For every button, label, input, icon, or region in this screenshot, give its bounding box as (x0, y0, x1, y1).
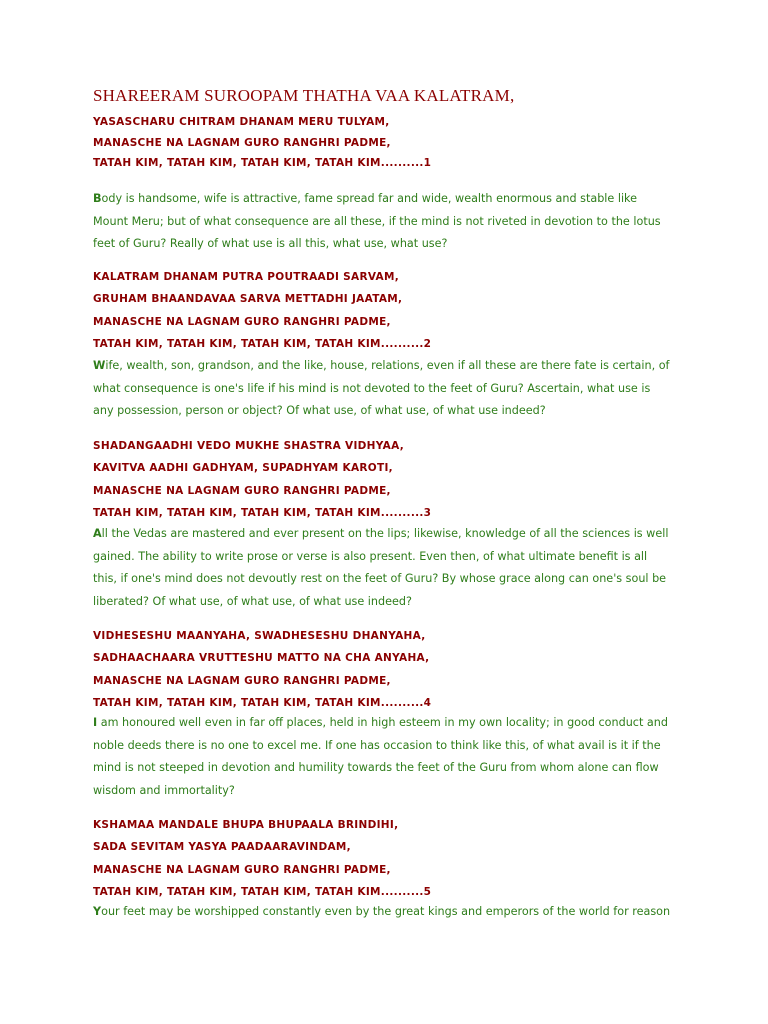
verse-5-text: our feet may be worshipped constantly even by the great kings and emperors of the world for reason (101, 905, 671, 918)
verse-4-line-4: TATAH KIM, TATAH KIM, TATAH KIM, TATAH KIM..........4 (93, 697, 432, 709)
verse-4-line-3: MANASCHE NA LAGNAM GURO RANGHRI PADME, (93, 675, 391, 687)
verse-1-translation (93, 188, 673, 256)
verse-4-line-2: SADHAACHAARA VRUTTESHU MATTO NA CHA ANYAHA, (93, 652, 430, 664)
verse-5-line-3: MANASCHE NA LAGNAM GURO RANGHRI PADME, (93, 864, 391, 876)
verse-5-initial: Y (93, 905, 102, 918)
verse-2-line-4: TATAH KIM, TATAH KIM, TATAH KIM, TATAH KIM..........2 (93, 338, 432, 350)
verse-4-initial: I (93, 716, 98, 729)
verse-4-translation (93, 712, 673, 803)
verse-2-initial: W (93, 359, 106, 372)
verse-3-line-3: MANASCHE NA LAGNAM GURO RANGHRI PADME, (93, 485, 391, 497)
verse-3-initial: A (93, 527, 102, 540)
verse-5-translation (93, 901, 703, 924)
verse-3-translation (93, 523, 673, 614)
verse-1-line-1: YASASCHARU CHITRAM DHANAM MERU TULYAM, (93, 116, 390, 128)
verse-2-line-1: KALATRAM DHANAM PUTRA POUTRAADI SARVAM, (93, 271, 400, 283)
verse-1-text: ody is handsome, wife is attractive, fame spread far and wide, wealth enormous and stable like Mount Meru; but of what consequence are all these, if the mind is not riveted in devotion to the lotus feet of Guru? Really of what use is all this, what use, what use? (93, 192, 661, 251)
verse-2-line-2: GRUHAM BHAANDAVAA SARVA METTADHI JAATAM, (93, 293, 403, 305)
verse-3-line-2: KAVITVA AADHI GADHYAM, SUPADHYAM KAROTI, (93, 462, 393, 474)
verse-2-line-3: MANASCHE NA LAGNAM GURO RANGHRI PADME, (93, 316, 391, 328)
verse-1-line-2: MANASCHE NA LAGNAM GURO RANGHRI PADME, (93, 137, 391, 149)
verse-3-line-1: SHADANGAADHI VEDO MUKHE SHASTRA VIDHYAA, (93, 440, 405, 452)
verse-5-line-2: SADA SEVITAM YASYA PAADAARAVINDAM, (93, 841, 351, 853)
verse-4-text: am honoured well even in far off places, held in high esteem in my own locality; in good conduct and noble deeds there is no one to excel me. If one has occasion to think like this, of what avail is it if the mind is not steeped in devotion and humility towards the feet of the Guru from whom alone can flow wisdom and immortality? (93, 716, 668, 798)
verse-3-line-4: TATAH KIM, TATAH KIM, TATAH KIM, TATAH KIM..........3 (93, 507, 432, 519)
verse-3-text: ll the Vedas are mastered and ever present on the lips; likewise, knowledge of all the sciences is well gained. The ability to write prose or verse is also present. Even then, of what ultimate benefit is all this, if one's mind does not devoutly rest on the feet of Guru? By whose grace along can one's soul be liberated? Of what use, of what use, of what use indeed? (93, 527, 669, 609)
verse-2-translation (93, 355, 673, 423)
verse-1-initial: B (93, 192, 102, 205)
verse-title: SHAREERAM SUROOPAM THATHA VAA KALATRAM, (93, 86, 515, 105)
verse-1-line-3: TATAH KIM, TATAH KIM, TATAH KIM, TATAH KIM..........1 (93, 157, 432, 169)
verse-5-line-4: TATAH KIM, TATAH KIM, TATAH KIM, TATAH KIM..........5 (93, 886, 432, 898)
verse-2-text: ife, wealth, son, grandson, and the like, house, relations, even if all these are there fate is certain, of what consequence is one's life if his mind is not devoted to the feet of Guru? Ascertain, what use is any possession, person or object? Of what use, of what use, of what use indeed? (93, 359, 670, 418)
verse-5-line-1: KSHAMAA MANDALE BHUPA BHUPAALA BRINDIHI, (93, 819, 399, 831)
verse-4-line-1: VIDHESESHU MAANYAHA, SWADHESESHU DHANYAHA, (93, 630, 426, 642)
